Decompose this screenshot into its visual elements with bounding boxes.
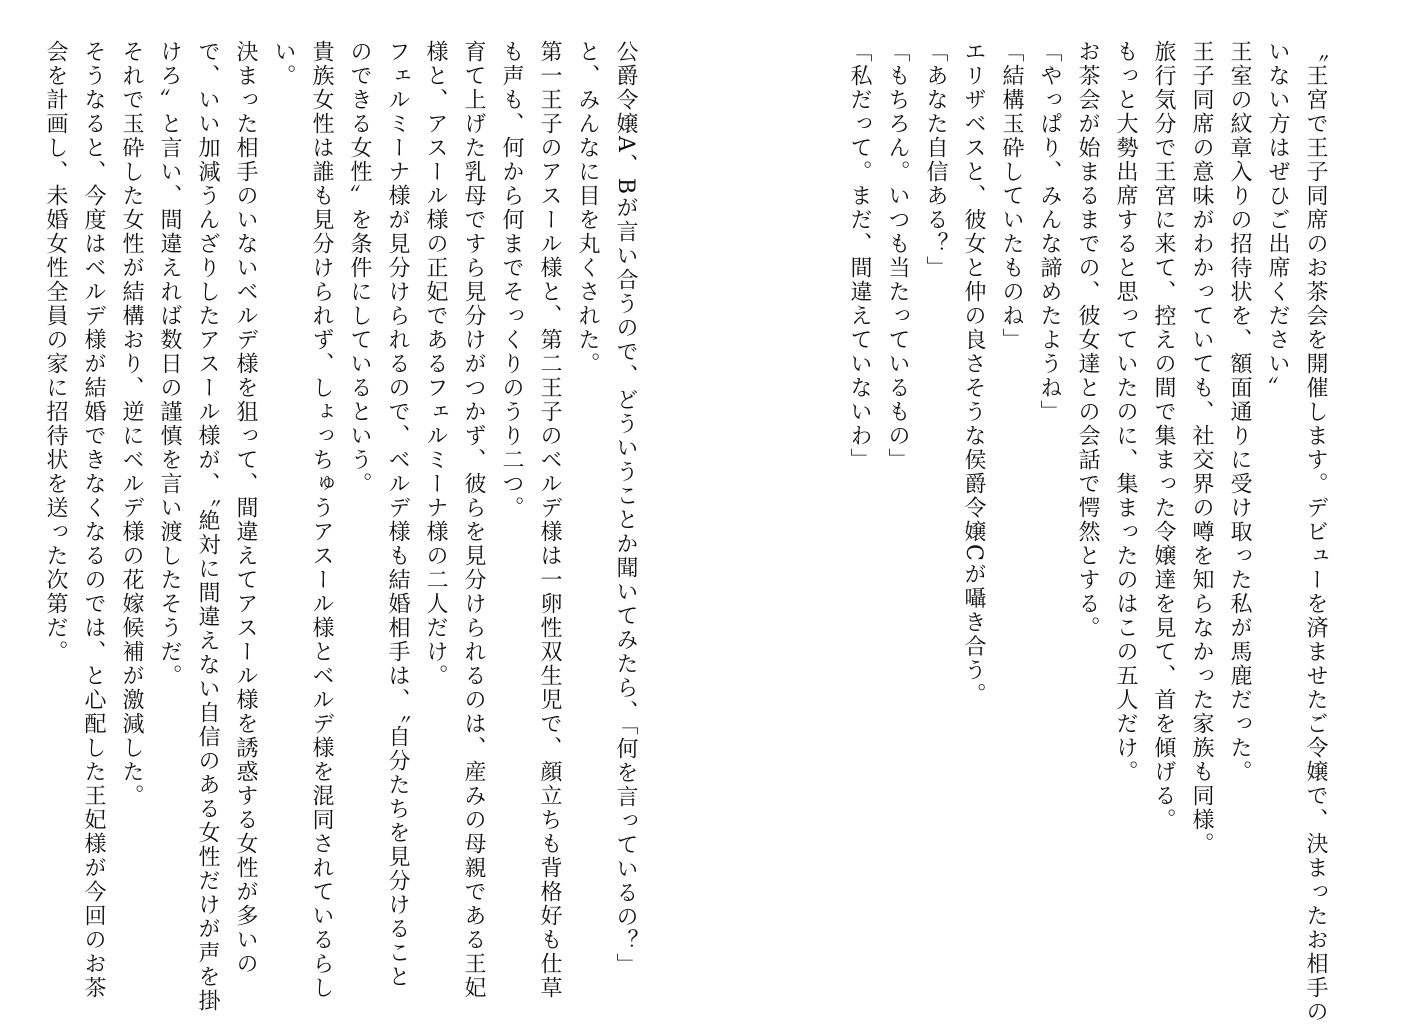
text-line: 旅行気分で王宮に来て、控えの間で集まった令嬢達を見て、首を傾げる。 [1151,40,1176,832]
text-line: 「やっぱり、みんな諦めたようね」 [1037,40,1062,424]
text-line: 会を計画し、未婚女性全員の家に招待状を送った次第だ。 [43,40,68,664]
text-line: 育て上げた乳母ですら見分けがつかず、彼らを見分けられるのは、産みの母親である王妃 [461,40,486,1000]
left-page-text [36,40,644,1013]
text-line: それで玉砕した女性が結構おり、逆にベルデ様の花嫁候補が激減した。 [119,40,144,808]
text-line: いない方はぜひご出席ください〟 [1265,40,1290,400]
text-line: けろ〟と言い、間違えれば数日の謹慎を言い渡したそうだ。 [157,40,182,688]
text-line: と、みんなに目を丸くされた。 [575,40,600,376]
text-line: 様と、アスール様の正妃であるフェルミーナ様の二人だけ。 [423,40,448,688]
text-line: も声も、何から何までそっくりのうり二つ。 [499,40,524,520]
text-line: で、いい加減うんざりしたアスール様が、〝絶対に間違えない自信のある女性だけが声を掛 [195,40,220,1013]
text-line: 公爵令嬢A、Bが言い合うので、どういうことか聞いてみたら、「何を言っているの？」 [613,40,638,978]
right-page-text [840,40,1334,1024]
text-line: 「結構玉砕していたものね」 [999,40,1024,352]
text-line: エリザベスと、彼女と仲の良さそうな侯爵令嬢Cが囁き合う。 [961,40,986,707]
text-line: そうなると、今度はベルデ様が結婚できなくなるのでは、と心配した王妃様が今回のお茶 [81,40,106,1000]
text-line: 王子同席の意味がわかっていても、社交界の噂を知らなかった家族も同様。 [1189,40,1214,856]
text-line: 決まった相手のいないベルデ様を狙って、間違えてアスール様を誘惑する女性が多いの [233,40,258,976]
text-line: 「私だって。まだ、間違えていないわ」 [847,40,872,472]
text-line: 「もちろん。いつも当たっているもの」 [885,40,910,472]
text-line: 貴族女性は誰も見分けられず、しょっちゅうアスール様とベルデ様を混同されているらし [309,40,334,1000]
text-line: もっと大勢出席すると思っていたのに、集まったのはこの五人だけ。 [1113,40,1138,784]
text-line: 〝王宮で王子同席のお茶会を開催します。デビューを済ませたご令嬢で、決まったお相手の [1303,40,1328,1024]
text-line: 王室の紋章入りの招待状を、額面通りに受け取った私が馬鹿だった。 [1227,40,1252,784]
text-line: 「あなた自信ある？」 [923,40,948,280]
text-line: フェルミーナ様が見分けられるので、ベルデ様も結婚相手は、〝自分たちを見分けること [385,40,410,989]
text-line: 第一王子のアスール様と、第二王子のベルデ様は一卵性双生児で、顔立ちも背格好も仕草 [537,40,562,1000]
text-line: お茶会が始まるまでの、彼女達との会話で愕然とする。 [1075,40,1100,640]
text-line: のできる女性〟を条件にしているという。 [347,40,372,496]
text-line: い。 [271,40,296,88]
